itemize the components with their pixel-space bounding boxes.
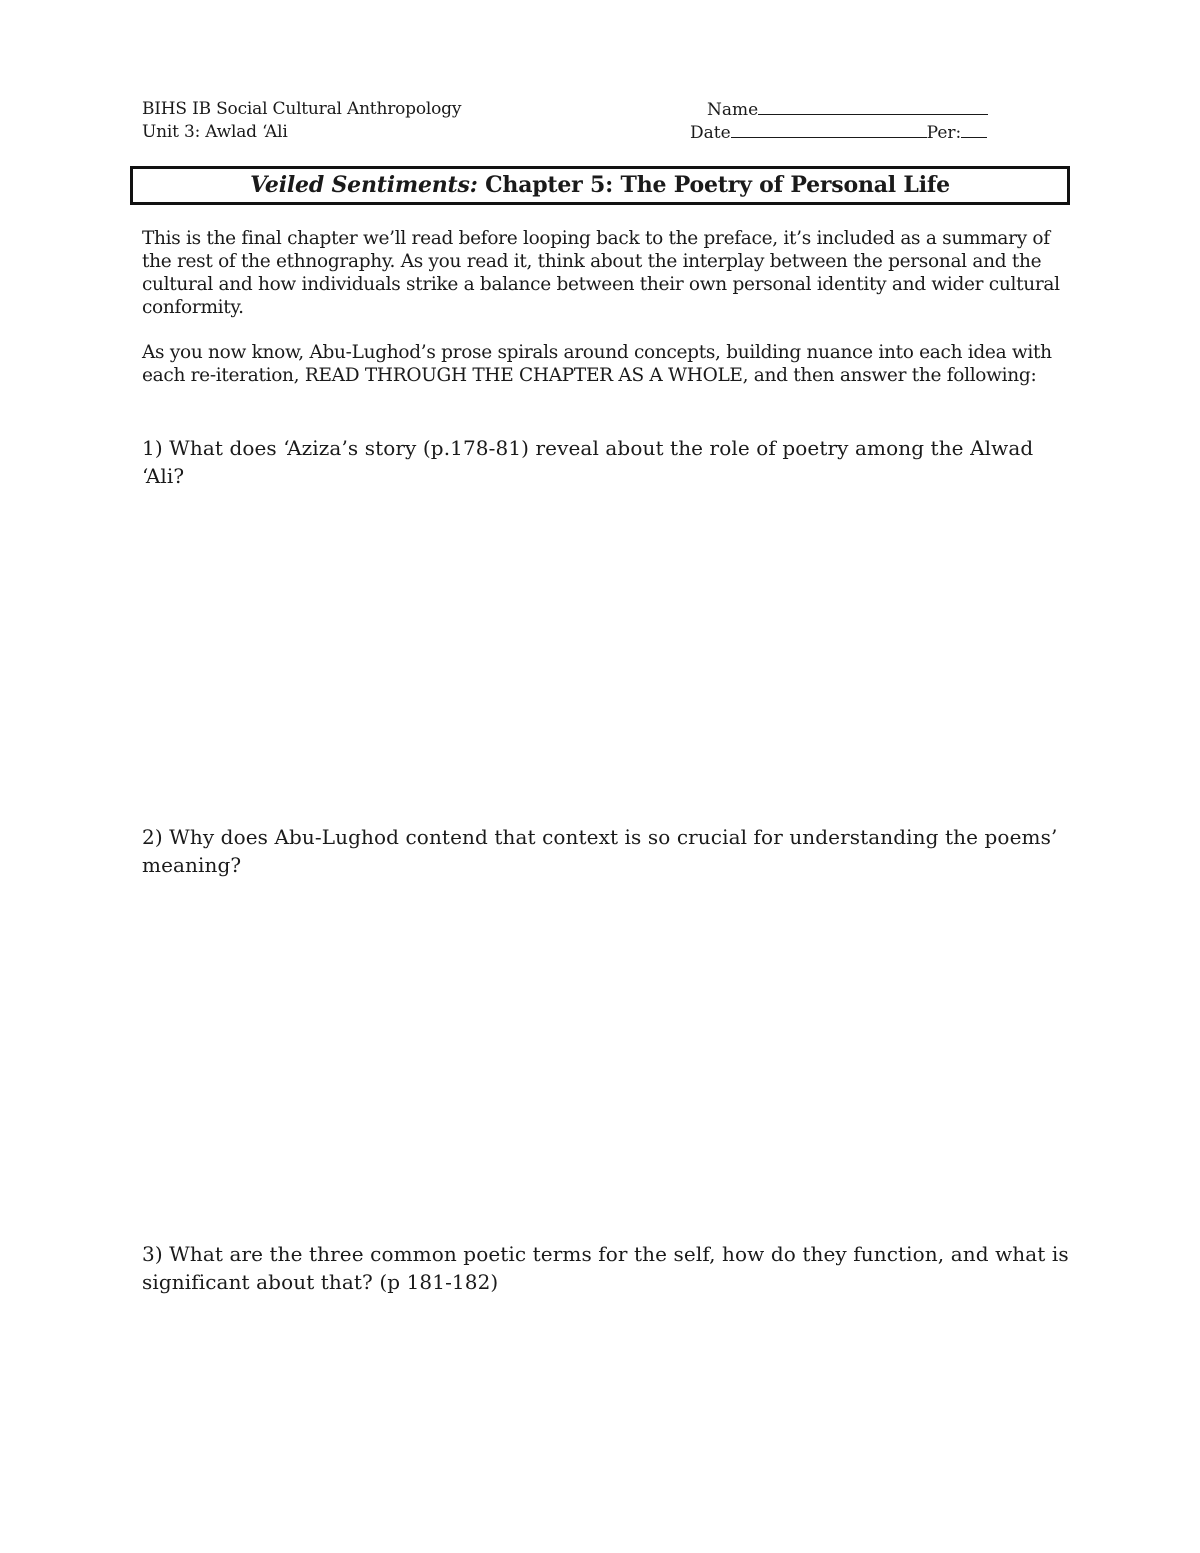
period-label: Per: [926, 123, 962, 143]
date-period-field [690, 121, 987, 144]
intro-paragraph: This is the final chapter we’ll read before looping back to the preface, it’s included as a summary of the rest of the ethnography. As you read it, think about the interplay between the personal and the cultural and how individuals strike a balance between their own personal identity and wider cultural conformity. [142, 228, 1060, 318]
unit-title: Unit 3: Awlad ‘Ali [142, 122, 288, 142]
date-blank-line [731, 121, 927, 138]
question-2: 2) Why does Abu-Lughod contend that context is so crucial for understanding the poems’ meaning? [142, 825, 1058, 877]
name-blank-line [758, 98, 988, 115]
title-chapter: Chapter 5: The Poetry of Personal Life [477, 172, 950, 198]
name-field [707, 98, 988, 121]
name-label: Name [707, 100, 759, 120]
question-3: 3) What are the three common poetic terms for the self, how do they function, and what is significant about that? (p 181-182) [142, 1242, 1069, 1294]
worksheet-title [130, 166, 1070, 205]
period-blank-line [961, 121, 987, 138]
title-book-name: Veiled Sentiments: [250, 172, 478, 198]
course-name: BIHS IB Social Cultural Anthropology [142, 99, 462, 119]
instructions-paragraph: As you now know, Abu-Lughod’s prose spirals around concepts, building nuance into each idea with each re-iteration, READ THROUGH THE CHAPTER AS A WHOLE, and then answer the following: [142, 342, 1052, 386]
date-label: Date [690, 123, 731, 143]
question-1: 1) What does ‘Aziza’s story (p.178-81) reveal about the role of poetry among the Alwad ‘Ali? [142, 436, 1034, 488]
